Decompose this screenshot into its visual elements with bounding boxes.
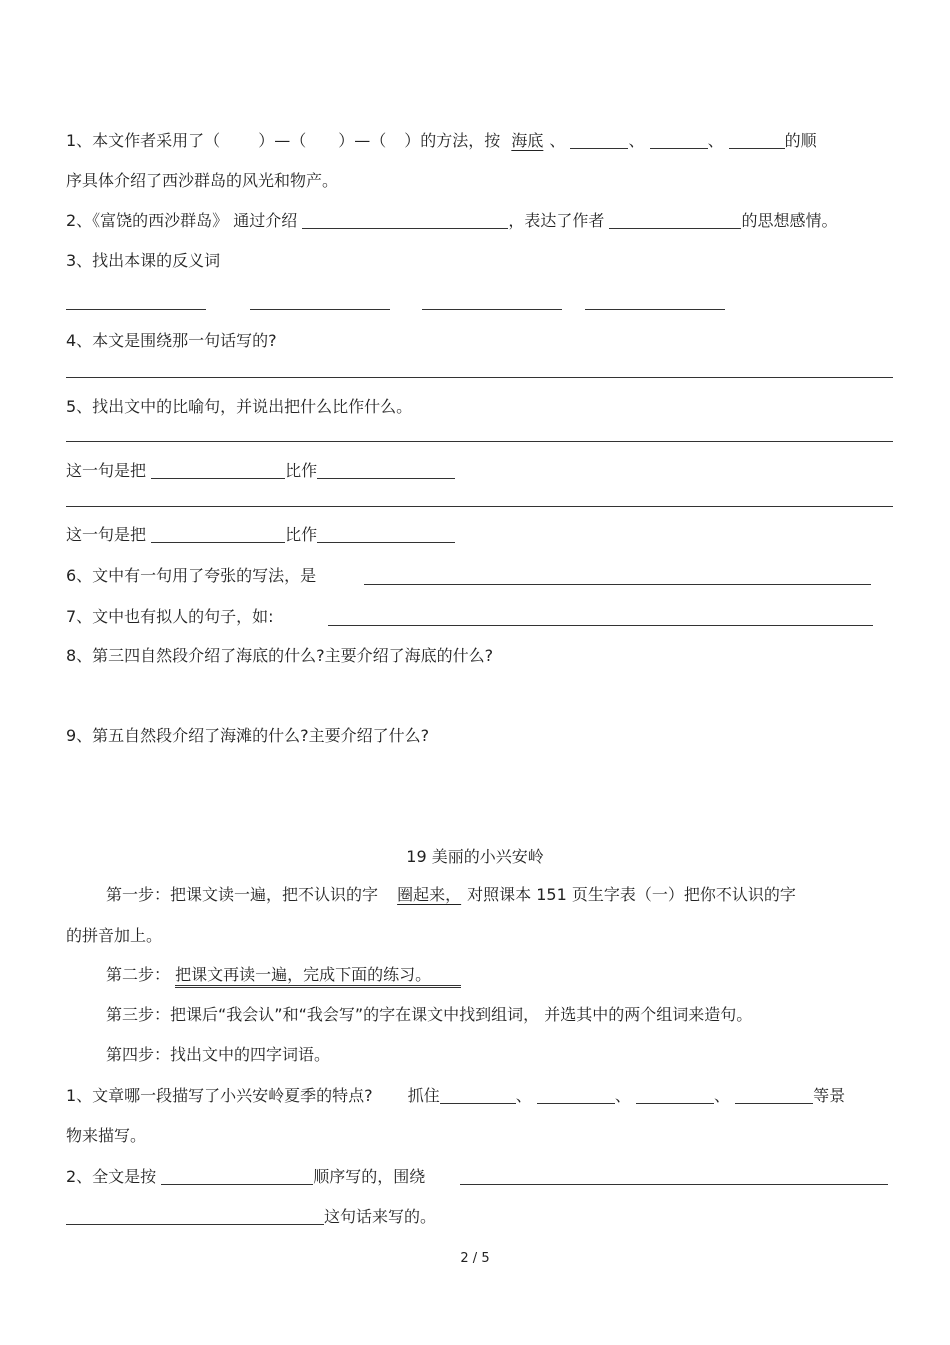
q1-answer: 海底 [511,131,544,150]
antonym-blank-2 [250,309,390,310]
antonym-blank-4 [585,309,725,310]
q6-text: 6、文中有一句用了夸张的写法，是 [66,566,317,585]
answer-line [66,441,893,442]
s18-q1-line2: 序具体介绍了西沙群岛的风光和物产。 [66,171,339,190]
q1-text-b: ）—（ [258,131,307,150]
step1-text-c: 对照课本 151 页生字表（一）把你不认识的字 [467,885,796,904]
s19-q2-line2 [66,1206,436,1228]
s18-q5-simile-1 [66,460,455,482]
q1-text-d: ）的方法，按 [404,131,501,150]
s19-step1-line2: 的拼音加上。 [66,926,163,945]
s18-q7 [66,606,274,628]
s19-step3: 第三步：把课后“我会认”和“我会写”的字在课文中找到组词， 并选其中的两个组词来造句。 [106,1005,753,1024]
s18-q9: 9、第五自然段介绍了海滩的什么?主要介绍了什么? [66,726,430,745]
q2-text-c: 的思想感情。 [741,211,838,230]
blank [66,1208,324,1225]
q2-text-a: 2、《富饶的西沙群岛》 通过介绍 [66,211,298,230]
page-number: 2 / 5 [460,1251,490,1266]
q7-text: 7、文中也有拟人的句子，如: [66,607,274,626]
q2-text-b: ，表达了作者 [508,211,605,230]
sep: 、 [628,131,645,150]
s19-step4: 第四步：找出文中的四字词语。 [106,1045,331,1064]
antonym-blank-1 [66,309,206,310]
s19-q2-line1 [66,1166,425,1188]
step2-double-underlined: 把课文再读一遍，完成下面的练习。 [175,965,461,988]
q1-text-a: 1、文章哪一段描写了小兴安岭夏季的特点? [66,1086,373,1105]
blank [570,132,628,149]
blank [151,526,285,543]
bizuo-text: 比作 [285,525,318,544]
s19-q1-line2: 物来描写。 [66,1126,147,1145]
blank [317,526,455,543]
answer-line [66,506,893,507]
blank [440,1087,516,1104]
s18-q3: 3、找出本课的反义词 [66,251,221,270]
answer-line [66,377,893,378]
s18-q2 [66,210,838,232]
q2-text-a: 2、全文是按 [66,1167,157,1186]
step1-underlined: 圈起来， [397,885,462,904]
sep: 、 [515,1086,532,1105]
s18-q5-simile-2 [66,524,455,546]
sep: 、 [614,1086,631,1105]
sep: 、 [707,131,724,150]
sep: 、 [549,131,566,150]
step1-text-a: 第一步：把课文读一遍，把不认识的字 [106,885,379,904]
q1-text-a: 1、本文作者采用了（ [66,131,221,150]
blank [650,132,708,149]
s19-step2 [106,964,461,986]
blank [302,212,508,229]
answer-line [364,584,871,585]
ba-text: 这一句是把 [66,461,147,480]
blank [537,1087,615,1104]
ba-text: 这一句是把 [66,525,147,544]
q1-text-c: ）—（ [338,131,387,150]
blank [636,1087,714,1104]
answer-line [328,625,873,626]
sep: 、 [714,1086,731,1105]
blank [161,1168,313,1185]
q1-text-c: 等景 [813,1086,846,1105]
q1-text-e: 的顺 [784,131,817,150]
s18-q4: 4、本文是围绕那一句话写的? [66,331,277,350]
section-title: 19 美丽的小兴安岭 [406,847,544,866]
q2-text-c: 这句话来写的。 [324,1207,437,1226]
q1-text-b: 抓住 [407,1086,440,1105]
blank [609,212,741,229]
blank [735,1087,813,1104]
s18-q5: 5、找出文中的比喻句，并说出把什么比作什么。 [66,397,413,416]
blank [151,462,285,479]
s18-q6 [66,565,316,587]
s19-q1-line1 [66,1085,845,1107]
blank [317,462,455,479]
antonym-blank-3 [422,309,562,310]
s18-q8: 8、第三四自然段介绍了海底的什么?主要介绍了海底的什么? [66,646,494,665]
blank [729,132,785,149]
bizuo-text: 比作 [285,461,318,480]
step2-text-a: 第二步： [106,965,171,984]
s19-step1-line1 [106,884,796,906]
answer-line [460,1184,888,1185]
s18-q1-line1 [66,130,817,152]
q2-text-b: 顺序写的，围绕 [313,1167,426,1186]
